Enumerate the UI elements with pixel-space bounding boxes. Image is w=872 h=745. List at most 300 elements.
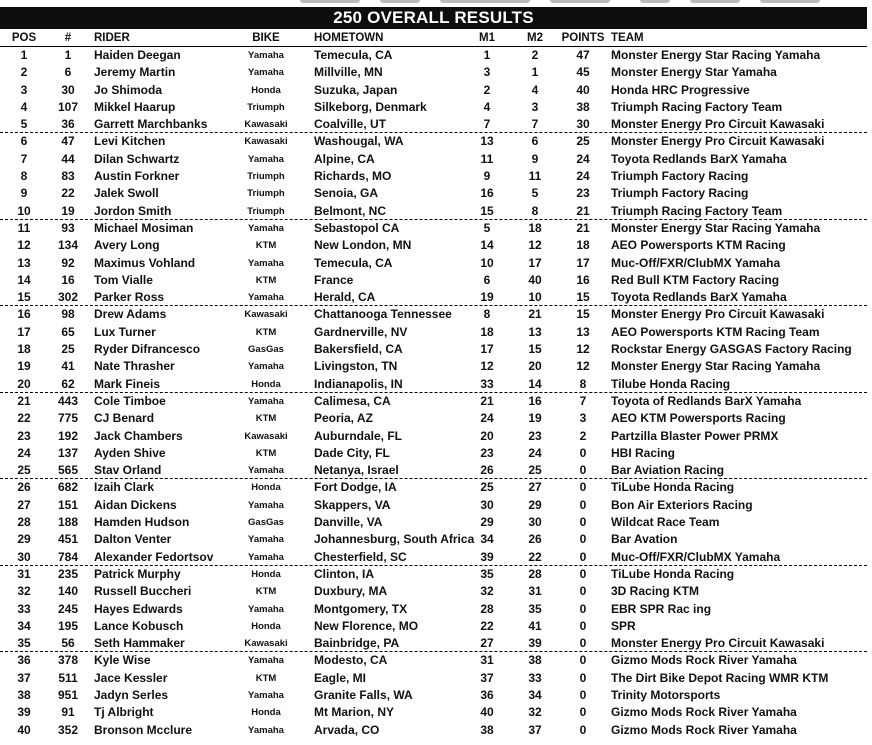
moto2-cell: 41 bbox=[528, 618, 542, 633]
bike-cell: Yamaha bbox=[248, 534, 284, 546]
team-cell: Monster Energy Pro Circuit Kawasaki bbox=[611, 117, 825, 132]
number-cell: 25 bbox=[61, 342, 75, 357]
points-cell: 2 bbox=[579, 428, 587, 443]
moto2-cell: 18 bbox=[528, 220, 542, 235]
rider-cell: Kyle Wise bbox=[94, 653, 151, 668]
bike-cell: Yamaha bbox=[248, 395, 284, 407]
bike-cell: Yamaha bbox=[248, 724, 284, 736]
bike-cell: Yamaha bbox=[248, 655, 284, 667]
position-cell: 4 bbox=[20, 99, 28, 114]
bike-cell: KTM bbox=[255, 274, 277, 286]
moto1-cell: 32 bbox=[480, 584, 494, 599]
table-row bbox=[0, 635, 867, 652]
results-table-body bbox=[0, 47, 867, 739]
moto2-cell: 13 bbox=[528, 324, 542, 339]
bike-cell: Honda bbox=[251, 568, 281, 580]
points-cell: 24 bbox=[576, 151, 590, 166]
number-cell: 30 bbox=[61, 82, 75, 97]
points-cell: 0 bbox=[579, 653, 587, 668]
rider-cell: Garrett Marchbanks bbox=[94, 117, 208, 132]
bike-cell: Honda bbox=[251, 482, 281, 494]
team-cell: Bar Avation bbox=[611, 532, 678, 547]
team-cell: Triumph Racing Factory Team bbox=[611, 99, 783, 114]
position-cell: 13 bbox=[17, 255, 31, 270]
col-team: TEAM bbox=[611, 32, 644, 44]
moto2-cell: 9 bbox=[531, 151, 539, 166]
table-row bbox=[0, 687, 867, 704]
number-cell: 784 bbox=[57, 549, 79, 564]
team-cell: SPR bbox=[611, 618, 636, 633]
bike-cell: Yamaha bbox=[248, 689, 284, 701]
number-cell: 1 bbox=[64, 48, 72, 62]
bike-cell: KTM bbox=[255, 672, 277, 684]
hometown-cell: Granite Falls, WA bbox=[314, 687, 413, 702]
hometown-cell: Netanya, Israel bbox=[314, 463, 399, 478]
hometown-cell: Modesto, CA bbox=[314, 653, 388, 668]
hometown-cell: Duxbury, MA bbox=[314, 584, 388, 599]
position-cell: 29 bbox=[17, 532, 31, 547]
moto1-cell: 3 bbox=[483, 65, 491, 80]
table-row bbox=[0, 99, 867, 116]
moto2-cell: 15 bbox=[528, 342, 542, 357]
points-cell: 0 bbox=[579, 445, 587, 460]
moto1-cell: 19 bbox=[480, 290, 494, 305]
rider-cell: Ryder Difrancesco bbox=[94, 342, 201, 357]
rider-cell: Izaih Clark bbox=[94, 480, 155, 495]
hometown-cell: Washougal, WA bbox=[314, 134, 404, 149]
cropped-header-strip bbox=[0, 0, 872, 6]
moto2-cell: 20 bbox=[528, 359, 542, 374]
hometown-cell: Senoia, GA bbox=[314, 186, 379, 201]
team-cell: Rockstar Energy GASGAS Factory Racing bbox=[611, 342, 852, 357]
points-cell: 0 bbox=[579, 463, 587, 478]
rider-cell: Tj Albright bbox=[94, 705, 154, 720]
rider-cell: Nate Thrasher bbox=[94, 359, 175, 374]
bike-cell: Honda bbox=[251, 620, 281, 632]
points-cell: 0 bbox=[579, 722, 587, 737]
position-cell: 39 bbox=[17, 705, 31, 720]
col-moto1: M1 bbox=[479, 32, 495, 44]
bike-cell: Kawasaki bbox=[244, 309, 288, 321]
team-cell: Partzilla Blaster Power PRMX bbox=[611, 428, 779, 443]
table-row bbox=[0, 133, 867, 150]
rider-cell: Mikkel Haarup bbox=[94, 99, 176, 114]
col-number: # bbox=[64, 32, 72, 44]
hometown-cell: Skappers, VA bbox=[314, 497, 391, 512]
table-row bbox=[0, 601, 867, 618]
points-cell: 21 bbox=[576, 203, 590, 218]
team-cell: Bon Air Exteriors Racing bbox=[611, 497, 753, 512]
table-header bbox=[0, 30, 867, 47]
moto2-cell: 37 bbox=[528, 722, 542, 737]
number-cell: 62 bbox=[61, 376, 75, 391]
moto1-cell: 4 bbox=[483, 99, 491, 114]
table-row bbox=[0, 324, 867, 341]
number-cell: 192 bbox=[57, 428, 79, 443]
table-row bbox=[0, 47, 867, 64]
rider-cell: Mark Fineis bbox=[94, 376, 161, 391]
bike-cell: Yamaha bbox=[248, 50, 284, 61]
moto1-cell: 15 bbox=[480, 203, 494, 218]
position-cell: 34 bbox=[17, 618, 31, 633]
table-row bbox=[0, 272, 867, 289]
moto1-cell: 35 bbox=[480, 566, 494, 581]
rider-cell: Maximus Vohland bbox=[94, 255, 196, 270]
table-row bbox=[0, 116, 867, 133]
moto2-cell: 31 bbox=[528, 584, 542, 599]
table-row bbox=[0, 704, 867, 721]
table-row bbox=[0, 64, 867, 81]
rider-cell: Jo Shimoda bbox=[94, 82, 163, 97]
points-cell: 30 bbox=[576, 117, 590, 132]
rider-cell: Avery Long bbox=[94, 238, 160, 253]
hometown-cell: Dade City, FL bbox=[314, 445, 390, 460]
position-cell: 35 bbox=[17, 636, 31, 651]
points-cell: 47 bbox=[576, 48, 590, 62]
table-row bbox=[0, 151, 867, 168]
rider-cell: Austin Forkner bbox=[94, 169, 180, 184]
hometown-cell: Richards, MO bbox=[314, 169, 392, 184]
position-cell: 28 bbox=[17, 515, 31, 530]
moto1-cell: 17 bbox=[480, 342, 494, 357]
position-cell: 17 bbox=[17, 324, 31, 339]
hometown-cell: Eagle, MI bbox=[314, 670, 367, 685]
bike-cell: Yamaha bbox=[248, 361, 284, 373]
bike-cell: Triumph bbox=[247, 205, 285, 217]
bike-cell: Yamaha bbox=[248, 257, 284, 269]
points-cell: 16 bbox=[576, 272, 590, 287]
hometown-cell: Bainbridge, PA bbox=[314, 636, 400, 651]
table-row bbox=[0, 203, 867, 220]
hometown-cell: Clinton, IA bbox=[314, 566, 374, 581]
moto1-cell: 6 bbox=[483, 272, 491, 287]
rider-cell: Stav Orland bbox=[94, 463, 162, 478]
moto1-cell: 1 bbox=[483, 48, 491, 62]
number-cell: 443 bbox=[57, 393, 79, 408]
number-cell: 302 bbox=[57, 290, 79, 305]
moto1-cell: 37 bbox=[480, 670, 494, 685]
moto2-cell: 26 bbox=[528, 532, 542, 547]
team-cell: EBR SPR Rac ing bbox=[611, 601, 712, 616]
table-row bbox=[0, 393, 867, 410]
hometown-cell: Alpine, CA bbox=[314, 151, 375, 166]
moto1-cell: 2 bbox=[483, 82, 491, 97]
points-cell: 0 bbox=[579, 515, 587, 530]
points-cell: 45 bbox=[576, 65, 590, 80]
rider-cell: Jace Kessler bbox=[94, 670, 168, 685]
hometown-cell: Peoria, AZ bbox=[314, 411, 373, 426]
bike-cell: Kawasaki bbox=[244, 119, 288, 131]
moto2-cell: 4 bbox=[531, 82, 539, 97]
hometown-cell: Indianapolis, IN bbox=[314, 376, 403, 391]
moto2-cell: 11 bbox=[528, 169, 542, 184]
rider-cell: Ayden Shive bbox=[94, 445, 166, 460]
team-cell: Wildcat Race Team bbox=[611, 515, 720, 530]
team-cell: AEO Powersports KTM Racing bbox=[611, 238, 786, 253]
table-row bbox=[0, 652, 867, 669]
number-cell: 44 bbox=[61, 151, 75, 166]
moto2-cell: 12 bbox=[528, 238, 542, 253]
position-cell: 12 bbox=[17, 238, 31, 253]
moto1-cell: 33 bbox=[480, 376, 494, 391]
team-cell: Tilube Honda Racing bbox=[611, 376, 731, 391]
points-cell: 12 bbox=[576, 359, 590, 374]
moto1-cell: 10 bbox=[480, 255, 494, 270]
moto2-cell: 8 bbox=[531, 203, 539, 218]
moto2-cell: 21 bbox=[528, 307, 542, 322]
moto2-cell: 29 bbox=[528, 497, 542, 512]
points-cell: 0 bbox=[579, 480, 587, 495]
points-cell: 23 bbox=[576, 186, 590, 201]
table-row bbox=[0, 255, 867, 272]
bike-cell: GasGas bbox=[248, 517, 284, 529]
rider-cell: Parker Ross bbox=[94, 290, 165, 305]
bike-cell: Triumph bbox=[247, 101, 285, 113]
hometown-cell: Temecula, CA bbox=[314, 48, 393, 62]
moto2-cell: 10 bbox=[528, 290, 542, 305]
col-bike: BIKE bbox=[252, 32, 280, 44]
results-title: 250 OVERALL RESULTS bbox=[0, 7, 867, 29]
number-cell: 775 bbox=[57, 411, 79, 426]
position-cell: 25 bbox=[17, 463, 31, 478]
team-cell: HBI Racing bbox=[611, 445, 676, 460]
team-cell: Gizmo Mods Rock River Yamaha bbox=[611, 705, 797, 720]
points-cell: 12 bbox=[576, 342, 590, 357]
rider-cell: Jadyn Serles bbox=[94, 687, 169, 702]
table-row bbox=[0, 185, 867, 202]
team-cell: 3D Racing KTM bbox=[611, 584, 700, 599]
bike-cell: Triumph bbox=[247, 188, 285, 200]
table-row bbox=[0, 410, 867, 427]
rider-cell: Seth Hammaker bbox=[94, 636, 185, 651]
moto1-cell: 39 bbox=[480, 549, 494, 564]
table-row bbox=[0, 445, 867, 462]
team-cell: The Dirt Bike Depot Racing WMR KTM bbox=[611, 670, 829, 685]
number-cell: 36 bbox=[61, 117, 75, 132]
position-cell: 33 bbox=[17, 601, 31, 616]
points-cell: 25 bbox=[576, 134, 590, 149]
points-cell: 0 bbox=[579, 705, 587, 720]
hometown-cell: Silkeborg, Denmark bbox=[314, 99, 427, 114]
bike-cell: KTM bbox=[255, 586, 277, 598]
number-cell: 140 bbox=[57, 584, 79, 599]
number-cell: 22 bbox=[61, 186, 75, 201]
team-cell: TiLube Honda Racing bbox=[611, 566, 735, 581]
moto1-cell: 18 bbox=[480, 324, 494, 339]
rider-cell: Hamden Hudson bbox=[94, 515, 190, 530]
position-cell: 9 bbox=[20, 186, 28, 201]
moto1-cell: 16 bbox=[480, 186, 494, 201]
moto1-cell: 20 bbox=[480, 428, 494, 443]
position-cell: 20 bbox=[17, 376, 31, 391]
number-cell: 151 bbox=[57, 497, 79, 512]
team-cell: Monster Energy Star Racing Yamaha bbox=[611, 220, 821, 235]
moto2-cell: 24 bbox=[528, 445, 542, 460]
points-cell: 0 bbox=[579, 584, 587, 599]
bike-cell: Kawasaki bbox=[244, 136, 288, 148]
team-cell: Monster Energy Pro Circuit Kawasaki bbox=[611, 134, 825, 149]
position-cell: 19 bbox=[17, 359, 31, 374]
table-row bbox=[0, 289, 867, 306]
rider-cell: Lux Turner bbox=[94, 324, 156, 339]
points-cell: 0 bbox=[579, 549, 587, 564]
col-points: POINTS bbox=[561, 32, 605, 44]
points-cell: 15 bbox=[576, 290, 590, 305]
rider-cell: Lance Kobusch bbox=[94, 618, 184, 633]
rider-cell: Bronson Mcclure bbox=[94, 722, 193, 737]
hometown-cell: Belmont, NC bbox=[314, 203, 386, 218]
hometown-cell: Montgomery, TX bbox=[314, 601, 408, 616]
position-cell: 8 bbox=[20, 169, 28, 184]
number-cell: 19 bbox=[61, 203, 75, 218]
number-cell: 137 bbox=[57, 445, 79, 460]
bike-cell: Triumph bbox=[247, 171, 285, 183]
rider-cell: Haiden Deegan bbox=[94, 48, 181, 62]
bike-cell: KTM bbox=[255, 447, 277, 459]
rider-cell: CJ Benard bbox=[94, 411, 155, 426]
position-cell: 6 bbox=[20, 134, 28, 149]
team-cell: Monster Energy Star Racing Yamaha bbox=[611, 359, 821, 374]
moto2-cell: 25 bbox=[528, 463, 542, 478]
position-cell: 24 bbox=[17, 445, 31, 460]
moto2-cell: 28 bbox=[528, 566, 542, 581]
moto1-cell: 5 bbox=[483, 220, 491, 235]
hometown-cell: Suzuka, Japan bbox=[314, 82, 398, 97]
team-cell: Monster Energy Star Yamaha bbox=[611, 65, 777, 80]
bike-cell: Yamaha bbox=[248, 292, 284, 304]
bike-cell: KTM bbox=[255, 240, 277, 252]
number-cell: 56 bbox=[61, 636, 75, 651]
position-cell: 11 bbox=[17, 220, 31, 235]
table-row bbox=[0, 428, 867, 445]
bike-cell: Honda bbox=[251, 707, 281, 719]
table-row bbox=[0, 722, 867, 739]
position-cell: 1 bbox=[20, 48, 28, 62]
points-cell: 0 bbox=[579, 566, 587, 581]
position-cell: 23 bbox=[17, 428, 31, 443]
table-row bbox=[0, 531, 867, 548]
moto1-cell: 29 bbox=[480, 515, 494, 530]
number-cell: 352 bbox=[57, 722, 79, 737]
moto1-cell: 22 bbox=[480, 618, 494, 633]
number-cell: 16 bbox=[61, 272, 75, 287]
points-cell: 0 bbox=[579, 636, 587, 651]
rider-cell: Jalek Swoll bbox=[94, 186, 159, 201]
col-rider: RIDER bbox=[94, 32, 130, 44]
team-cell: Bar Aviation Racing bbox=[611, 463, 725, 478]
team-cell: TiLube Honda Racing bbox=[611, 480, 735, 495]
moto2-cell: 14 bbox=[528, 376, 542, 391]
col-pos: POS bbox=[11, 32, 37, 44]
moto1-cell: 40 bbox=[480, 705, 494, 720]
number-cell: 188 bbox=[57, 515, 79, 530]
rider-cell: Drew Adams bbox=[94, 307, 167, 322]
moto2-cell: 22 bbox=[528, 549, 542, 564]
position-cell: 22 bbox=[17, 411, 31, 426]
table-row bbox=[0, 497, 867, 514]
rider-cell: Tom Vialle bbox=[94, 272, 153, 287]
table-row bbox=[0, 358, 867, 375]
hometown-cell: Johannesburg, South Africa bbox=[314, 532, 475, 547]
bike-cell: KTM bbox=[255, 326, 277, 338]
bike-cell: Yamaha bbox=[248, 603, 284, 615]
table-row bbox=[0, 376, 867, 393]
number-cell: 245 bbox=[57, 601, 79, 616]
bike-cell: Honda bbox=[251, 84, 281, 96]
rider-cell: Aidan Dickens bbox=[94, 497, 177, 512]
moto1-cell: 23 bbox=[480, 445, 494, 460]
moto2-cell: 7 bbox=[531, 117, 539, 132]
table-row bbox=[0, 670, 867, 687]
moto1-cell: 27 bbox=[480, 636, 494, 651]
points-cell: 40 bbox=[576, 82, 590, 97]
hometown-cell: Mt Marion, NY bbox=[314, 705, 394, 720]
hometown-cell: Gardnerville, NV bbox=[314, 324, 408, 339]
moto2-cell: 16 bbox=[528, 393, 542, 408]
moto1-cell: 25 bbox=[480, 480, 494, 495]
number-cell: 451 bbox=[57, 532, 79, 547]
moto2-cell: 32 bbox=[528, 705, 542, 720]
moto1-cell: 12 bbox=[480, 359, 494, 374]
hometown-cell: Danville, VA bbox=[314, 515, 383, 530]
points-cell: 38 bbox=[576, 99, 590, 114]
number-cell: 91 bbox=[61, 705, 75, 720]
rider-cell: Dalton Venter bbox=[94, 532, 172, 547]
table-row bbox=[0, 514, 867, 531]
table-row bbox=[0, 462, 867, 479]
table-row bbox=[0, 566, 867, 583]
table-row bbox=[0, 341, 867, 358]
points-cell: 8 bbox=[579, 376, 587, 391]
number-cell: 378 bbox=[57, 653, 79, 668]
team-cell: Trinity Motorsports bbox=[611, 687, 721, 702]
bike-cell: Yamaha bbox=[248, 153, 284, 165]
moto1-cell: 28 bbox=[480, 601, 494, 616]
hometown-cell: New London, MN bbox=[314, 238, 412, 253]
number-cell: 93 bbox=[61, 220, 75, 235]
number-cell: 41 bbox=[61, 359, 75, 374]
rider-cell: Jordon Smith bbox=[94, 203, 172, 218]
team-cell: Honda HRC Progressive bbox=[611, 82, 750, 97]
bike-cell: Yamaha bbox=[248, 67, 284, 79]
moto1-cell: 9 bbox=[483, 169, 491, 184]
team-cell: Triumph Factory Racing bbox=[611, 169, 749, 184]
team-cell: Monster Energy Star Racing Yamaha bbox=[611, 48, 821, 62]
rider-cell: Cole Timboe bbox=[94, 393, 166, 408]
moto1-cell: 31 bbox=[480, 653, 494, 668]
rider-cell: Levi Kitchen bbox=[94, 134, 166, 149]
points-cell: 15 bbox=[576, 307, 590, 322]
moto2-cell: 35 bbox=[528, 601, 542, 616]
team-cell: Muc-Off/FXR/ClubMX Yamaha bbox=[611, 255, 781, 270]
bike-cell: Yamaha bbox=[248, 222, 284, 234]
hometown-cell: Temecula, CA bbox=[314, 255, 393, 270]
number-cell: 6 bbox=[64, 65, 72, 80]
bike-cell: Kawasaki bbox=[244, 638, 288, 650]
moto2-cell: 27 bbox=[528, 480, 542, 495]
moto1-cell: 21 bbox=[480, 393, 494, 408]
rider-cell: Hayes Edwards bbox=[94, 601, 183, 616]
moto2-cell: 2 bbox=[531, 48, 539, 62]
number-cell: 565 bbox=[57, 463, 79, 478]
points-cell: 3 bbox=[579, 411, 587, 426]
team-cell: Gizmo Mods Rock River Yamaha bbox=[611, 653, 797, 668]
number-cell: 235 bbox=[57, 566, 79, 581]
hometown-cell: Millville, MN bbox=[314, 65, 383, 80]
position-cell: 5 bbox=[20, 117, 28, 132]
position-cell: 37 bbox=[17, 670, 31, 685]
rider-cell: Patrick Murphy bbox=[94, 566, 181, 581]
